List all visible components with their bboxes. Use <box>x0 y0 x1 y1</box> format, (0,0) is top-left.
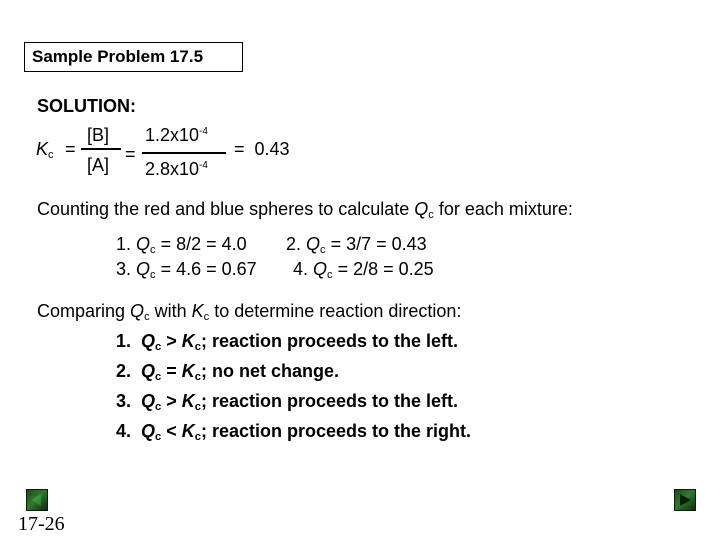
mixture-calc-1: 1. $Q_c = 8/2 = 4.0$ <box>116 234 247 256</box>
next-slide-icon <box>675 490 695 510</box>
next-slide-button[interactable] <box>674 489 696 511</box>
result-item-1: 1. $Q_c > K_c$; reaction proceeds to the left. <box>116 331 459 353</box>
equals-sign-2: = <box>125 144 136 164</box>
kc-symbol: $K_c$ <box>36 139 54 161</box>
mixture-calc-4: 4. $Q_c = 2/8 = 0.25$ <box>293 259 434 281</box>
denominator-a: [A] <box>87 155 110 175</box>
result-item-4: 4. $Q_c < K_c$; reaction proceeds to the right. <box>116 421 472 443</box>
comparing-text: Comparing $Q_c$ with $K_c$ to determine reaction direction: <box>37 301 462 323</box>
denominator-value: $2.8x10^{-4}$ <box>145 159 208 179</box>
equation-result: = 0.43 <box>234 139 290 159</box>
problem-title: Sample Problem 17.5 <box>24 42 243 72</box>
equals-sign-1: = <box>65 139 76 159</box>
numerator-value: $1.2x10^{-4}$ <box>145 125 208 145</box>
counting-text: Counting the red and blue spheres to calculate $Q_c$ for each mixture: <box>37 199 573 221</box>
mixture-calc-2: 2. $Q_c = 3/7 = 0.43$ <box>286 234 427 256</box>
mixture-calc-3: 3. $Q_c = 4.6 = 0.67$ <box>116 259 257 281</box>
prev-slide-icon <box>27 490 47 510</box>
fraction-bar-2 <box>142 152 226 154</box>
slide-number: 17-26 <box>18 513 65 535</box>
numerator-b: [B] <box>87 125 110 145</box>
result-item-3: 3. $Q_c > K_c$; reaction proceeds to the left. <box>116 391 459 413</box>
fraction-bar-1 <box>81 148 121 150</box>
solution-label: SOLUTION: <box>37 96 136 116</box>
prev-slide-button[interactable] <box>26 489 48 511</box>
result-item-2: 2. $Q_c = K_c$; no net change. <box>116 361 339 383</box>
